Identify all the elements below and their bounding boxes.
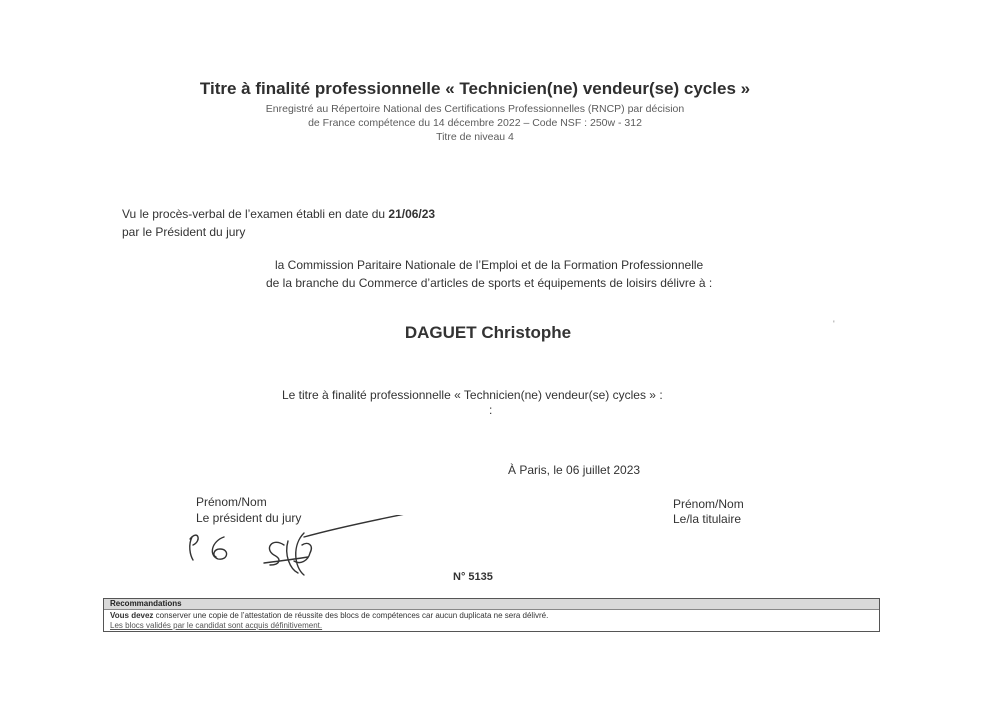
president-signature-image xyxy=(180,515,420,587)
place-and-date: À Paris, le 06 juillet 2023 xyxy=(508,463,641,477)
document-title: Titre à finalité professionnelle « Technicien(ne) vendeur(se) cycles » xyxy=(199,79,751,98)
certificate-number: N° 5135 xyxy=(453,571,493,583)
commission-line-2: de la branche du Commerce d’articles de sports et équipements de loisirs délivre à : xyxy=(266,276,713,290)
level-line: Titre de niveau 4 xyxy=(436,131,514,143)
left-signatory-role: Le président du jury xyxy=(196,511,302,525)
recommendation-emphasis: Vous devez xyxy=(110,611,154,620)
stray-mark: ' xyxy=(833,319,835,329)
award-title-line: Le titre à finalité professionnelle « Technicien(ne) vendeur(se) cycles » : xyxy=(282,388,663,402)
decision-date-line: de France compétence du 14 décembre 2022 – Code NSF : 250w - 312 xyxy=(308,117,642,129)
right-signatory-label-name: Prénom/Nom xyxy=(673,497,744,511)
recommendations-box xyxy=(103,598,880,632)
rncp-registration-line: Enregistré au Répertoire National des Certifications Professionnelles (RNCP) par décision xyxy=(265,103,685,115)
exam-date: 21/06/23 xyxy=(388,207,436,221)
exam-text: Vu le procès-verbal de l’examen établi en date du xyxy=(122,207,389,221)
award-colon: : xyxy=(489,403,493,417)
right-signatory-role: Le/la titulaire xyxy=(673,512,742,526)
recommendation-line-1-text: conserver une copie de l’attestation de réussite des blocs de compétences car aucun duplicata ne sera délivré. xyxy=(153,611,549,620)
recipient-name: DAGUET Christophe xyxy=(404,323,572,342)
exam-statement xyxy=(122,207,435,221)
recommendations-heading: Recommandations xyxy=(104,599,879,610)
commission-line-1: la Commission Paritaire Nationale de l’Emploi et de la Formation Professionnelle xyxy=(275,258,704,272)
recommendation-line-2: Les blocs validés par le candidat sont acquis définitivement. xyxy=(110,621,323,630)
jury-president-line: par le Président du jury xyxy=(122,225,246,239)
recommendation-line-1 xyxy=(110,611,548,620)
left-signatory-label-name: Prénom/Nom xyxy=(196,495,267,509)
